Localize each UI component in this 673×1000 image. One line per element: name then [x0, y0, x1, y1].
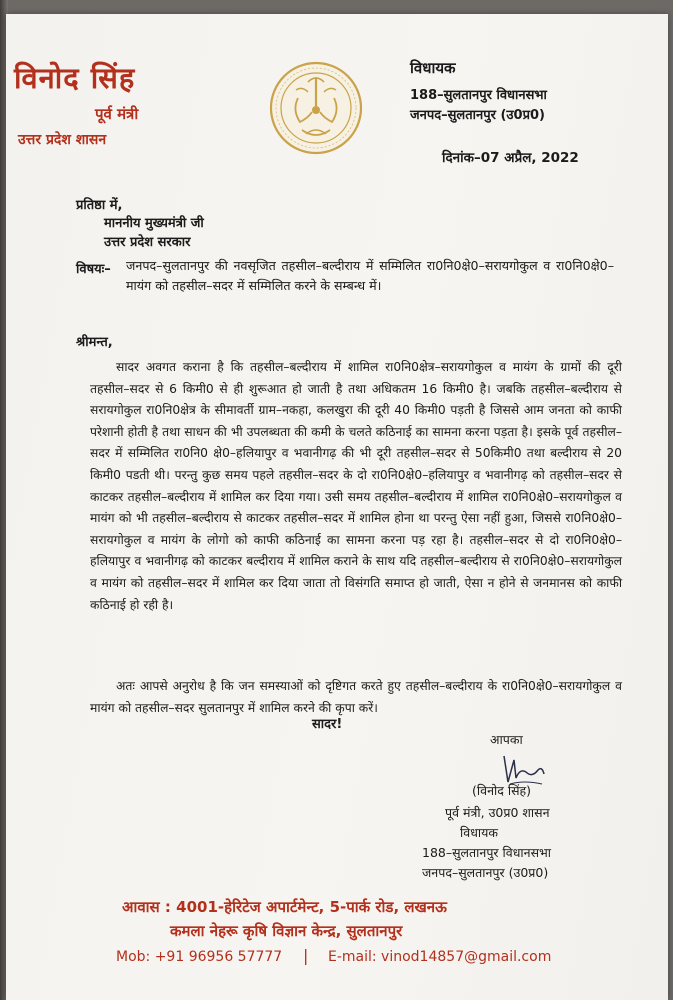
letter-sheet	[6, 14, 668, 1000]
closing-yours: आपका	[490, 732, 523, 747]
signatory-name: (विनोद सिंह)	[472, 783, 532, 798]
recipient-line-3: उत्तर प्रदेश सरकार	[104, 235, 191, 250]
signatory-title-2: विधायक	[460, 825, 498, 840]
up-government-emblem-icon	[268, 60, 364, 156]
letterhead-former-title: पूर्व मंत्री	[95, 105, 139, 123]
footer-address-2: कमला नेहरू कृषि विज्ञान केन्द्र, सुलतानपुर	[170, 922, 403, 940]
footer-mobile: Mob: +91 96956 57777	[116, 949, 283, 965]
letterhead-district: जनपद–सुलतानपुर (उ0प्र0)	[410, 108, 545, 123]
subject-text: जनपद–सुलतानपुर की नवसृजित तहसील–बल्दीराय में सम्मिलित रा0नि0क्षे0–सरायगोकुल व रा0नि0क्षे0–मायंग को तहसील–सदर में सम्मिलित करने के सम्बन्ध में।	[126, 258, 614, 293]
recipient-line-2: माननीय मुख्यमंत्री जी	[104, 216, 204, 231]
closing-respect: सादर!	[312, 717, 343, 732]
letterhead-constituency: 188–सुलतानपुर विधानसभा	[410, 88, 547, 103]
body-paragraph-2: अतः आपसे अनुरोध है कि जन समस्याओं को दृष्टिगत करते हुए तहसील–बल्दीराय के रा0नि0क्षे0–सरायगोकुल व मायंग को तहसील–सदर सुलतानपुर में शामिल करने की कृपा करें।	[90, 679, 622, 715]
signatory-title-3: 188–सुलतानपुर विधानसभा	[422, 845, 552, 860]
subject-label: विषयः–	[76, 262, 111, 277]
salutation: श्रीमन्त,	[76, 335, 113, 350]
body-paragraph-1: सादर अवगत कराना है कि तहसील–बल्दीराय में शामिल रा0नि0क्षेत्र–सरायगोकुल व मायंग के ग्रामों की दूरी तहसील–सदर से 6 किमी0 से ही शुरूआत हो जाती है तथा अधिकतम 16 किमी0 है। जबकि तहसील–बल्दीराय से सरायगोकुल रा0नि0क्षेत्र के सीमावर्ती ग्राम–नकहा, कलखुरा की दूरी 40 किमी0 पड़ती है जिससे आम जनता को काफी परेशानी होती है तथा साधन की भी उपलब्धता की कमी के चलते कठिनाई का सामना करना पड़ता है। इसके पूर्व तहसील–सदर में सम्मिलित रा0नि0 क्षे0–हलियापुर व भवानीगढ़ की भी दूरी तहसील–सदर से 50किमी0 तथा बल्दीराय से 20 किमी0 पडती थी। परन्तु कुछ समय पहले तहसील–सदर के दो रा0नि0क्षे0–हलियापुर व भवानीगढ़ को तहसील–सदर से काटकर तहसील–बल्दीराय में शामिल कर दिया गया। उसी समय तहसील–बल्दीराय में शामिल रा0नि0क्षे0–सरायगोकुल व मायंग को भी तहसील–बल्दीराय से काटकर तहसील–सदर में शामिल होना था परन्तु ऐसा नहीं हुआ, जिससे रा0नि0क्षे0–सरायगोकुल व मायंग के लोगो को काफी कठिनाई का सामना करना पड़ रहा है। तहसील–सदर से दो रा0नि0क्षे0–हलियापुर व भवानीगढ़ को काटकर बल्दीराय में शामिल कराने के साथ यदि तहसील–बल्दीराय से रा0नि0क्षे0–सरायगोकुल व मायंग को तहसील–सदर में शामिल कर दिया जाता तो विसंगति समाप्त हो जाती, ऐसा न होने से जनमानस को काफी कठिनाई हो रही है।	[90, 360, 623, 612]
footer-email: E-mail: vinod14857@gmail.com	[328, 949, 552, 965]
footer-address-1: आवास : 4001-हेरिटेज अपार्टमेन्ट, 5-पार्क रोड, लखनऊ	[122, 898, 447, 916]
letterhead-designation: विधायक	[410, 59, 456, 77]
footer-separator: |	[303, 946, 309, 965]
letterhead-government: उत्तर प्रदेश शासन	[18, 132, 107, 148]
letterhead-name: विनोद सिंह	[14, 61, 136, 95]
letter-date: दिनांक–07 अप्रैल, 2022	[442, 150, 579, 166]
recipient-line-1: प्रतिष्ठा में,	[76, 198, 123, 213]
signatory-title-4: जनपद–सुलतानपुर (उ0प्र0)	[422, 865, 549, 880]
signatory-title-1: पूर्व मंत्री, उ0प्र0 शासन	[445, 805, 550, 820]
